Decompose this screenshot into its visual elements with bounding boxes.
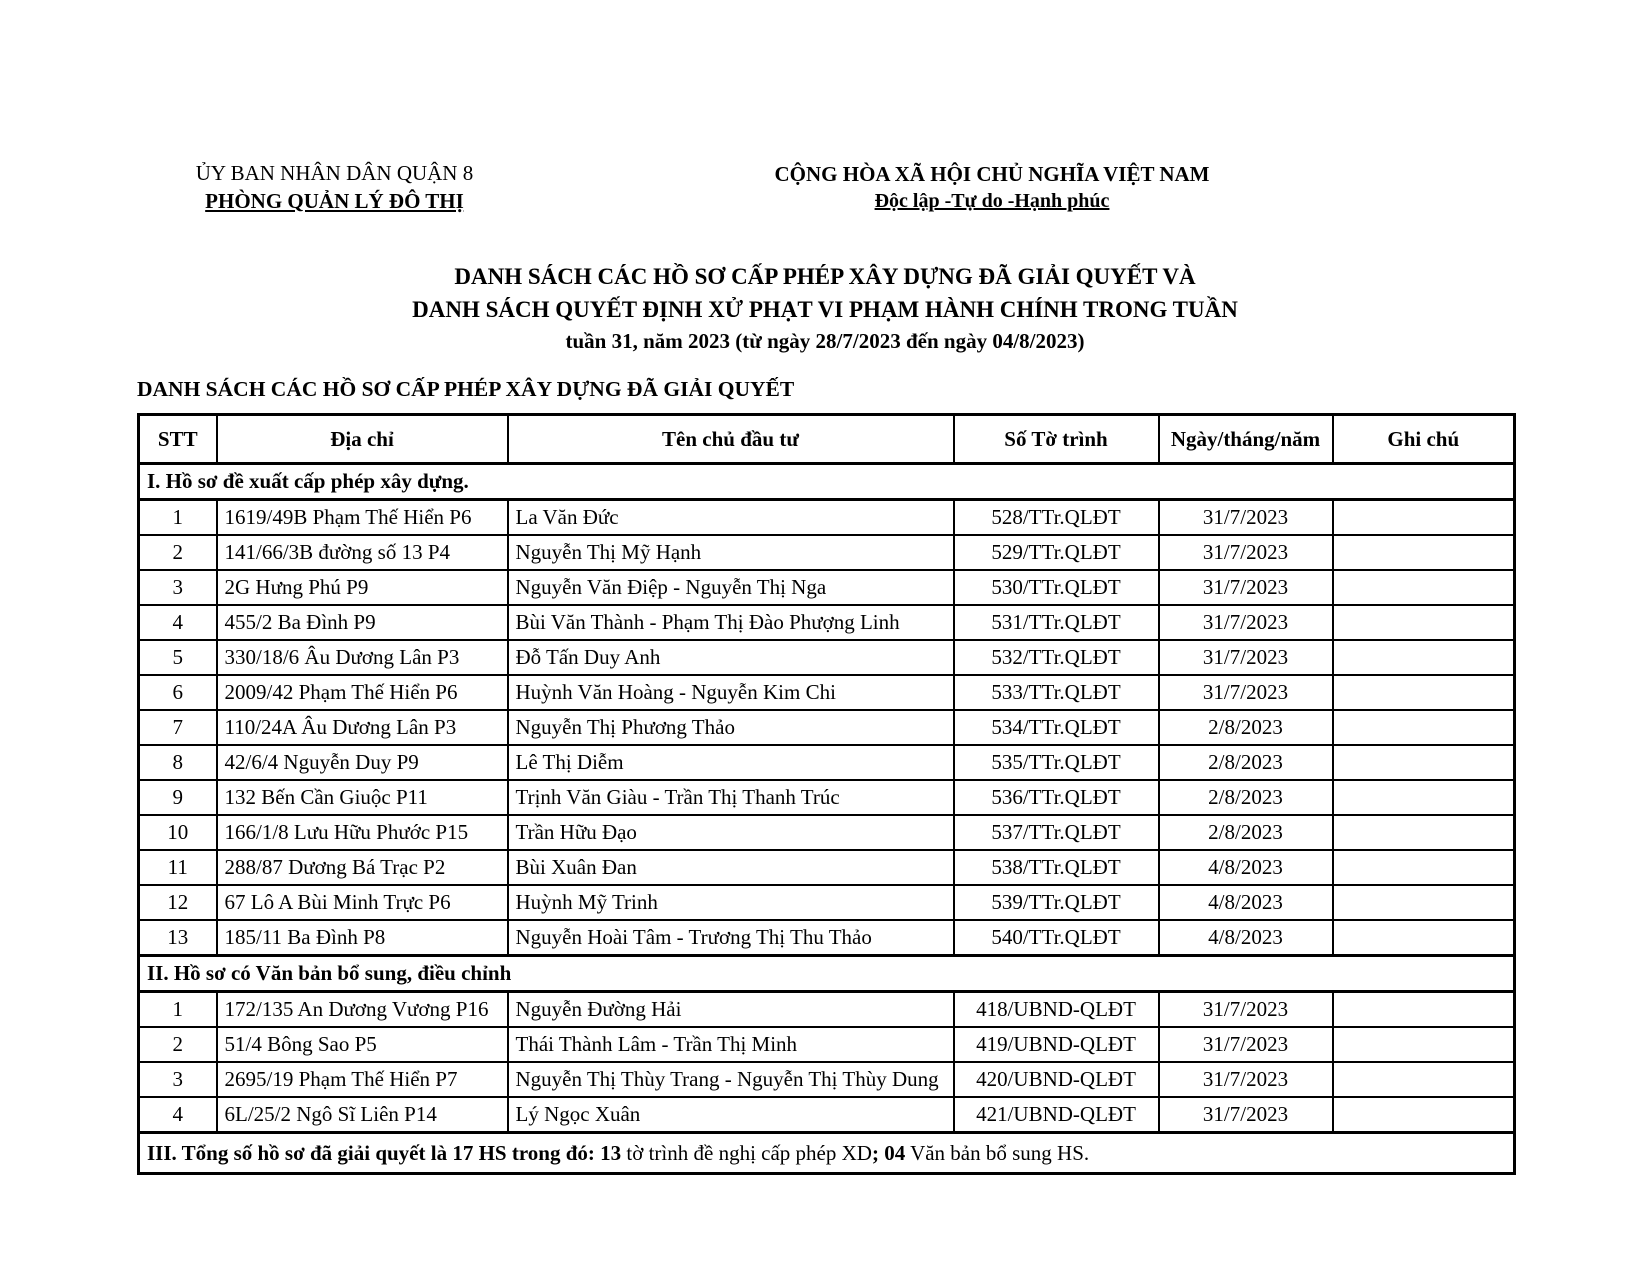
- cell-address: 185/11 Ba Đình P8: [217, 920, 508, 956]
- cell-address: 2009/42 Phạm Thế Hiển P6: [217, 675, 508, 710]
- table-row: [139, 920, 1515, 956]
- cell-submission-number: 421/UBND-QLĐT: [954, 1097, 1159, 1133]
- summary-text-bold: ; 04: [871, 1140, 906, 1165]
- cell-date: 31/7/2023: [1159, 1097, 1333, 1133]
- cell-investor: Trần Hữu Đạo: [508, 815, 954, 850]
- summary-row: [139, 1133, 1515, 1174]
- cell-date: 2/8/2023: [1159, 745, 1333, 780]
- table-row: [139, 605, 1515, 640]
- cell-stt: 7: [139, 710, 217, 745]
- cell-date: 2/8/2023: [1159, 815, 1333, 850]
- cell-submission-number: 418/UBND-QLĐT: [954, 992, 1159, 1028]
- cell-address: 67 Lô A Bùi Minh Trực P6: [217, 885, 508, 920]
- national-header-block: [712, 160, 1272, 215]
- cell-stt: 10: [139, 815, 217, 850]
- cell-stt: 4: [139, 605, 217, 640]
- country-title: CỘNG HÒA XÃ HỘI CHỦ NGHĨA VIỆT NAM: [774, 162, 1210, 186]
- cell-note: [1333, 1027, 1515, 1062]
- cell-address: 42/6/4 Nguyễn Duy P9: [217, 745, 508, 780]
- cell-stt: 9: [139, 780, 217, 815]
- cell-date: 31/7/2023: [1159, 500, 1333, 536]
- cell-date: 2/8/2023: [1159, 780, 1333, 815]
- table-row: [139, 1062, 1515, 1097]
- cell-investor: Trịnh Văn Giàu - Trần Thị Thanh Trúc: [508, 780, 954, 815]
- cell-address: 2G Hưng Phú P9: [217, 570, 508, 605]
- cell-date: 2/8/2023: [1159, 710, 1333, 745]
- cell-investor: Nguyễn Thị Thùy Trang - Nguyễn Thị Thùy Dung: [508, 1062, 954, 1097]
- section-title-row: [139, 956, 1515, 992]
- cell-submission-number: 530/TTr.QLĐT: [954, 570, 1159, 605]
- section-title-row: [139, 464, 1515, 500]
- cell-stt: 6: [139, 675, 217, 710]
- cell-submission-number: 420/UBND-QLĐT: [954, 1062, 1159, 1097]
- cell-address: 110/24A Âu Dương Lân P3: [217, 710, 508, 745]
- table-row: [139, 570, 1515, 605]
- table-row: [139, 745, 1515, 780]
- title-line-1: DANH SÁCH CÁC HỒ SƠ CẤP PHÉP XÂY DỰNG ĐÃ GIẢI QUYẾT VÀ: [454, 264, 1196, 290]
- column-header-note: Ghi chú: [1333, 415, 1515, 464]
- cell-submission-number: 534/TTr.QLĐT: [954, 710, 1159, 745]
- issuing-agency-block: [137, 160, 532, 215]
- cell-investor: Nguyễn Thị Phương Thảo: [508, 710, 954, 745]
- cell-investor: La Văn Đức: [508, 500, 954, 536]
- cell-investor: Lý Ngọc Xuân: [508, 1097, 954, 1133]
- cell-date: 31/7/2023: [1159, 992, 1333, 1028]
- column-header-address: Địa chỉ: [217, 415, 508, 464]
- cell-date: 31/7/2023: [1159, 1027, 1333, 1062]
- cell-date: 31/7/2023: [1159, 570, 1333, 605]
- document-content: [137, 160, 1513, 1175]
- cell-stt: 13: [139, 920, 217, 956]
- table-row: [139, 535, 1515, 570]
- cell-submission-number: 419/UBND-QLĐT: [954, 1027, 1159, 1062]
- cell-address: 132 Bến Cần Giuộc P11: [217, 780, 508, 815]
- cell-address: 6L/25/2 Ngô Sĩ Liên P14: [217, 1097, 508, 1133]
- cell-address: 1619/49B Phạm Thế Hiển P6: [217, 500, 508, 536]
- cell-submission-number: 536/TTr.QLĐT: [954, 780, 1159, 815]
- table-row: [139, 992, 1515, 1028]
- cell-address: 141/66/3B đường số 13 P4: [217, 535, 508, 570]
- title-week-line: tuần 31, năm 2023 (từ ngày 28/7/2023 đến ngày 04/8/2023): [565, 328, 1085, 353]
- cell-stt: 11: [139, 850, 217, 885]
- cell-stt: 1: [139, 500, 217, 536]
- cell-submission-number: 539/TTr.QLĐT: [954, 885, 1159, 920]
- cell-address: 166/1/8 Lưu Hữu Phước P15: [217, 815, 508, 850]
- cell-note: [1333, 745, 1515, 780]
- section-title: I. Hồ sơ đề xuất cấp phép xây dựng.: [139, 464, 1515, 500]
- cell-investor: Nguyễn Hoài Tâm - Trương Thị Thu Thảo: [508, 920, 954, 956]
- cell-date: 31/7/2023: [1159, 605, 1333, 640]
- cell-note: [1333, 640, 1515, 675]
- table-row: [139, 815, 1515, 850]
- cell-date: 31/7/2023: [1159, 1062, 1333, 1097]
- table-body: [139, 464, 1515, 1174]
- cell-date: 4/8/2023: [1159, 885, 1333, 920]
- cell-date: 4/8/2023: [1159, 850, 1333, 885]
- cell-address: 51/4 Bông Sao P5: [217, 1027, 508, 1062]
- agency-name: PHÒNG QUẢN LÝ ĐÔ THỊ: [205, 188, 464, 213]
- cell-investor: Huỳnh Văn Hoàng - Nguyễn Kim Chi: [508, 675, 954, 710]
- letterhead: [137, 160, 1513, 215]
- cell-note: [1333, 780, 1515, 815]
- cell-address: 172/135 An Dương Vương P16: [217, 992, 508, 1028]
- cell-investor: Lê Thị Diễm: [508, 745, 954, 780]
- cell-stt: 3: [139, 570, 217, 605]
- column-header-investor: Tên chủ đầu tư: [508, 415, 954, 464]
- cell-note: [1333, 920, 1515, 956]
- cell-investor: Bùi Văn Thành - Phạm Thị Đào Phượng Linh: [508, 605, 954, 640]
- national-motto: Độc lập -Tự do -Hạnh phúc: [874, 190, 1110, 213]
- summary-text-regular: tờ trình đề nghị cấp phép XD: [621, 1140, 872, 1165]
- document-title: [137, 261, 1513, 356]
- cell-note: [1333, 885, 1515, 920]
- table-row: [139, 710, 1515, 745]
- section-title: II. Hồ sơ có Văn bản bổ sung, điều chỉnh: [139, 956, 1515, 992]
- cell-note: [1333, 1097, 1515, 1133]
- cell-submission-number: 537/TTr.QLĐT: [954, 815, 1159, 850]
- list-heading: DANH SÁCH CÁC HỒ SƠ CẤP PHÉP XÂY DỰNG ĐÃ GIẢI QUYẾT: [137, 377, 795, 402]
- column-header-date: Ngày/tháng/năm: [1159, 415, 1333, 464]
- cell-submission-number: 529/TTr.QLĐT: [954, 535, 1159, 570]
- table-row: [139, 1027, 1515, 1062]
- cell-address: 288/87 Dương Bá Trạc P2: [217, 850, 508, 885]
- cell-address: 455/2 Ba Đình P9: [217, 605, 508, 640]
- summary-text: [139, 1133, 1515, 1174]
- cell-investor: Đỗ Tấn Duy Anh: [508, 640, 954, 675]
- cell-stt: 1: [139, 992, 217, 1028]
- cell-date: 31/7/2023: [1159, 675, 1333, 710]
- cell-stt: 3: [139, 1062, 217, 1097]
- cell-note: [1333, 815, 1515, 850]
- cell-note: [1333, 992, 1515, 1028]
- cell-note: [1333, 710, 1515, 745]
- cell-submission-number: 533/TTr.QLĐT: [954, 675, 1159, 710]
- cell-date: 31/7/2023: [1159, 535, 1333, 570]
- cell-submission-number: 540/TTr.QLĐT: [954, 920, 1159, 956]
- cell-note: [1333, 500, 1515, 536]
- cell-submission-number: 532/TTr.QLĐT: [954, 640, 1159, 675]
- table-row: [139, 1097, 1515, 1133]
- title-line-2: DANH SÁCH QUYẾT ĐỊNH XỬ PHẠT VI PHẠM HÀNH CHÍNH TRONG TUẦN: [412, 296, 1238, 322]
- cell-note: [1333, 605, 1515, 640]
- cell-investor: Nguyễn Văn Điệp - Nguyễn Thị Nga: [508, 570, 954, 605]
- table-row: [139, 500, 1515, 536]
- table-row: [139, 640, 1515, 675]
- cell-date: 31/7/2023: [1159, 640, 1333, 675]
- cell-investor: Huỳnh Mỹ Trinh: [508, 885, 954, 920]
- cell-address: 330/18/6 Âu Dương Lân P3: [217, 640, 508, 675]
- table-row: [139, 885, 1515, 920]
- permit-table: [137, 413, 1516, 1175]
- cell-note: [1333, 535, 1515, 570]
- cell-note: [1333, 1062, 1515, 1097]
- summary-text-regular: Văn bản bổ sung HS.: [905, 1140, 1090, 1165]
- cell-note: [1333, 570, 1515, 605]
- cell-investor: Bùi Xuân Đan: [508, 850, 954, 885]
- agency-parent: ỦY BAN NHÂN DÂN QUẬN 8: [195, 161, 474, 185]
- cell-note: [1333, 850, 1515, 885]
- cell-investor: Nguyễn Đường Hải: [508, 992, 954, 1028]
- cell-submission-number: 535/TTr.QLĐT: [954, 745, 1159, 780]
- table-row: [139, 850, 1515, 885]
- cell-stt: 2: [139, 1027, 217, 1062]
- column-header-submission-number: Số Tờ trình: [954, 415, 1159, 464]
- cell-submission-number: 531/TTr.QLĐT: [954, 605, 1159, 640]
- cell-submission-number: 528/TTr.QLĐT: [954, 500, 1159, 536]
- cell-stt: 4: [139, 1097, 217, 1133]
- column-header-stt: STT: [139, 415, 217, 464]
- table-header-row: [139, 415, 1515, 464]
- cell-note: [1333, 675, 1515, 710]
- cell-investor: Nguyễn Thị Mỹ Hạnh: [508, 535, 954, 570]
- cell-stt: 2: [139, 535, 217, 570]
- table-row: [139, 780, 1515, 815]
- cell-date: 4/8/2023: [1159, 920, 1333, 956]
- table-header: [139, 415, 1515, 464]
- cell-stt: 5: [139, 640, 217, 675]
- summary-text-bold: III. Tổng số hồ sơ đã giải quyết là 17 HS trong đó: 13: [147, 1140, 622, 1165]
- cell-address: 2695/19 Phạm Thế Hiển P7: [217, 1062, 508, 1097]
- cell-stt: 12: [139, 885, 217, 920]
- cell-submission-number: 538/TTr.QLĐT: [954, 850, 1159, 885]
- table-row: [139, 675, 1515, 710]
- cell-stt: 8: [139, 745, 217, 780]
- cell-investor: Thái Thành Lâm - Trần Thị Minh: [508, 1027, 954, 1062]
